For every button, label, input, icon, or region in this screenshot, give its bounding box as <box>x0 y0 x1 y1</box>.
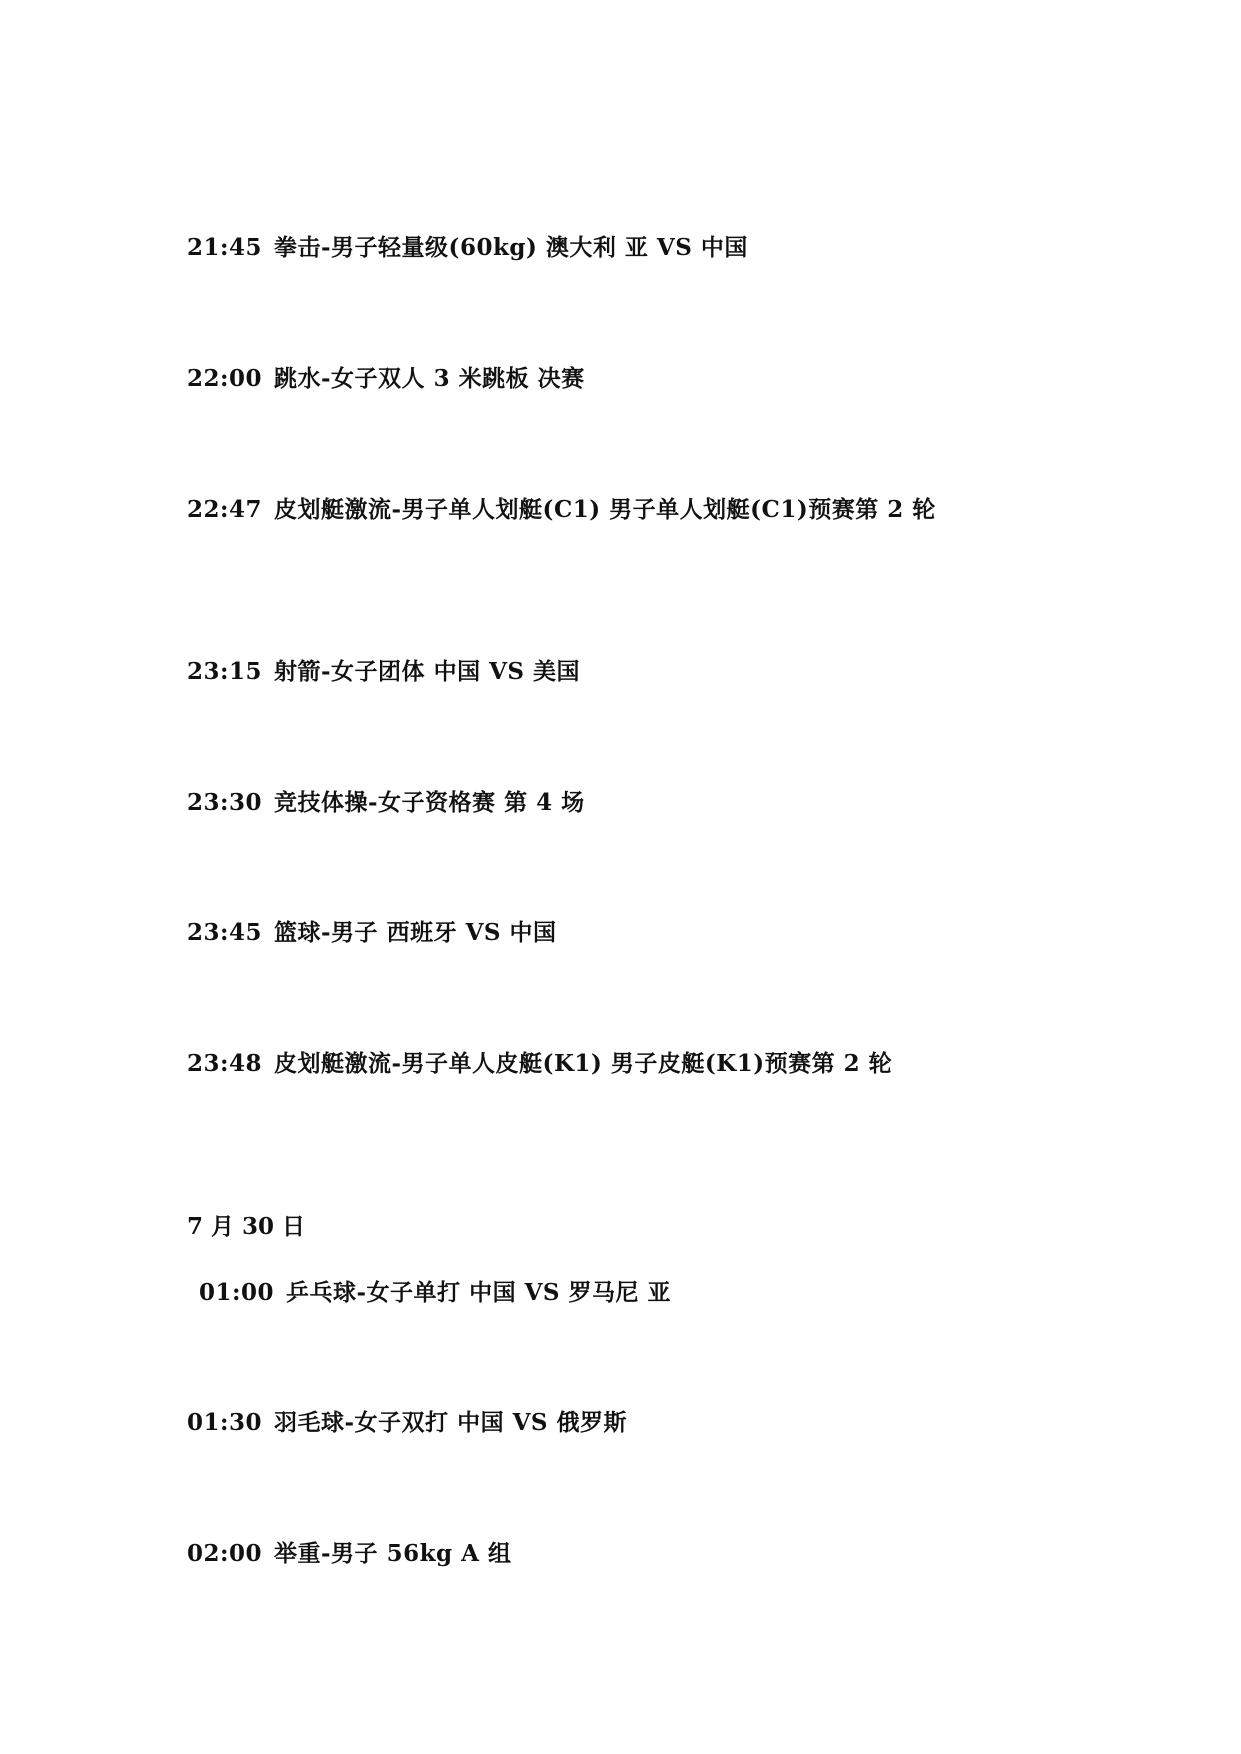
schedule-entry <box>199 1278 671 1308</box>
date-heading: 7 月 30 日 <box>187 1213 306 1240</box>
schedule-entry <box>187 1049 892 1079</box>
entry-time: 23:48 <box>187 1050 263 1077</box>
entry-event: 跳水-女子双人 3 米跳板 决赛 <box>274 365 585 392</box>
entry-event: 竞技体操-女子资格赛 第 4 场 <box>274 789 585 816</box>
schedule-entry <box>187 657 580 687</box>
entry-time: 21:45 <box>187 234 263 261</box>
entry-event: 篮球-男子 西班牙 VS 中国 <box>274 919 557 946</box>
schedule-entry <box>187 1408 627 1438</box>
schedule-entry <box>187 918 557 948</box>
entry-event: 射箭-女子团体 中国 VS 美国 <box>274 658 581 685</box>
entry-event: 皮划艇激流-男子单人皮艇(K1) 男子皮艇(K1)预赛第 2 轮 <box>274 1050 893 1077</box>
entry-time: 23:45 <box>187 919 263 946</box>
entry-event: 皮划艇激流-男子单人划艇(C1) 男子单人划艇(C1)预赛第 2 轮 <box>274 496 936 523</box>
entry-time: 22:47 <box>187 496 263 523</box>
entry-event: 拳击-男子轻量级(60kg) 澳大利 亚 VS 中国 <box>274 234 748 261</box>
schedule-entry <box>187 364 585 394</box>
entry-time: 23:15 <box>187 658 263 685</box>
entry-event: 乒乓球-女子单打 中国 VS 罗马尼 亚 <box>286 1279 672 1306</box>
entry-event: 举重-男子 56kg A 组 <box>274 1540 512 1567</box>
entry-time: 22:00 <box>187 365 263 392</box>
entry-time: 23:30 <box>187 789 263 816</box>
schedule-entry <box>187 788 585 818</box>
schedule-entry <box>187 233 748 263</box>
entry-event: 羽毛球-女子双打 中国 VS 俄罗斯 <box>274 1409 628 1436</box>
entry-time: 01:30 <box>187 1409 263 1436</box>
schedule-entry <box>187 495 936 525</box>
entry-time: 02:00 <box>187 1540 263 1567</box>
entry-time: 01:00 <box>199 1279 275 1306</box>
schedule-entry <box>187 1539 511 1569</box>
